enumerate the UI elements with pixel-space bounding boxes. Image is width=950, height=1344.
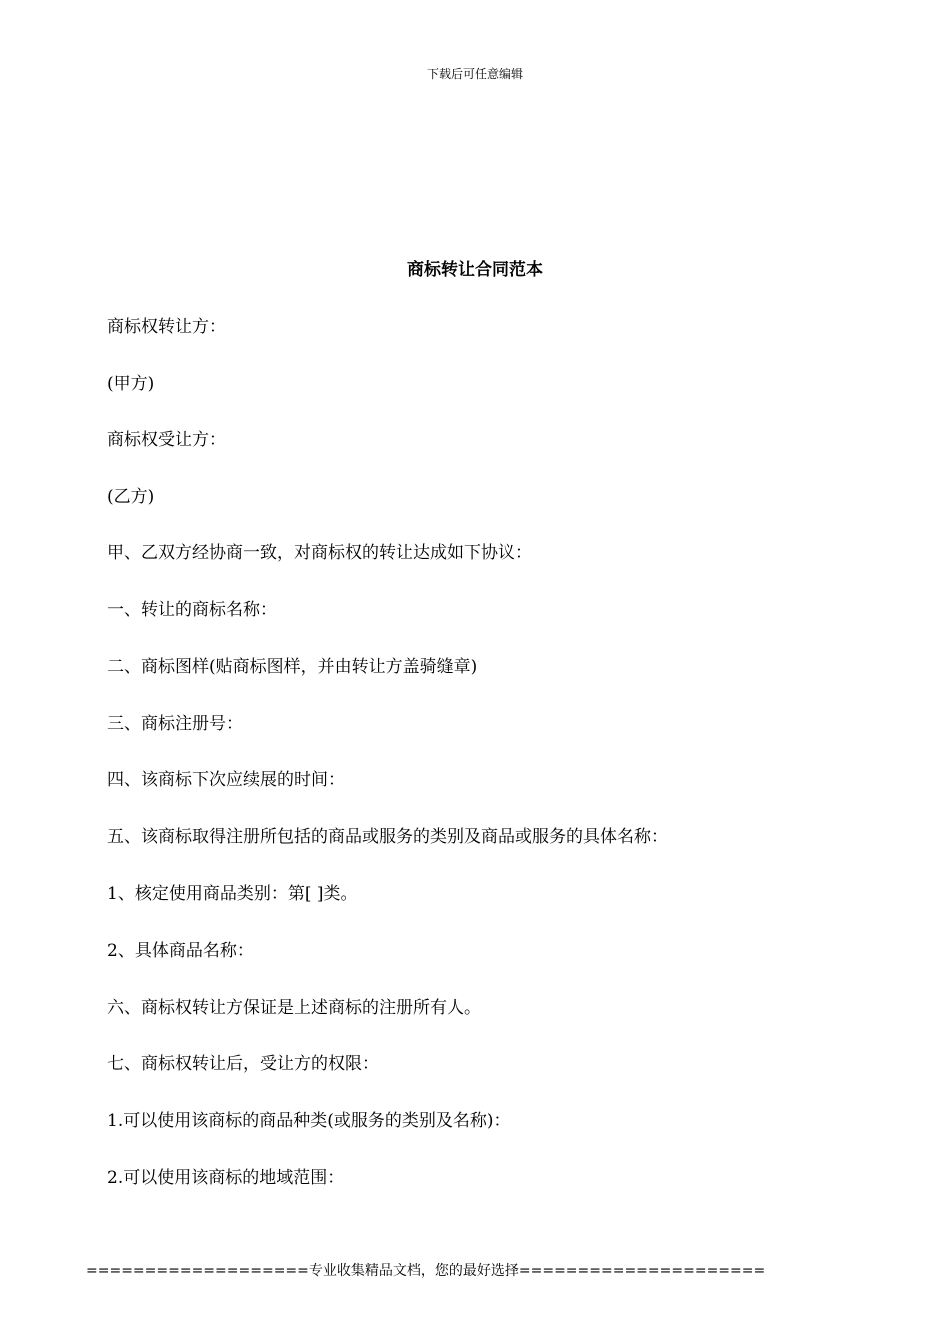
footer-banner: ===================专业收集精品文档，您的最好选择===================== xyxy=(86,1263,766,1279)
paragraph-transferee: 商标权受让方： xyxy=(107,430,226,450)
document-title: 商标转让合同范本 xyxy=(407,260,543,280)
paragraph-party-b: (乙方) xyxy=(107,487,155,507)
paragraph-transferor: 商标权转让方： xyxy=(107,317,226,337)
paragraph-clause-2: 二、商标图样(贴商标图样，并由转让方盖骑缝章) xyxy=(107,657,478,677)
paragraph-clause-7: 七、商标权转让后，受让方的权限： xyxy=(107,1054,379,1074)
paragraph-clause-7-item-1: 1.可以使用该商标的商品种类(或服务的类别及名称)： xyxy=(107,1111,511,1131)
paragraph-clause-4: 四、该商标下次应续展的时间： xyxy=(107,770,345,790)
paragraph-clause-5-item-1: 1、核定使用商品类别：第[ ]类。 xyxy=(107,884,358,904)
paragraph-agreement-intro: 甲、乙双方经协商一致，对商标权的转让达成如下协议： xyxy=(107,543,532,563)
paragraph-clause-5: 五、该商标取得注册所包括的商品或服务的类别及商品或服务的具体名称： xyxy=(107,827,668,847)
paragraph-clause-1: 一、转让的商标名称： xyxy=(107,600,277,620)
paragraph-clause-5-item-2: 2、具体商品名称： xyxy=(107,941,254,961)
paragraph-party-a: (甲方) xyxy=(107,374,155,394)
paragraph-clause-3: 三、商标注册号： xyxy=(107,714,243,734)
paragraph-clause-6: 六、商标权转让方保证是上述商标的注册所有人。 xyxy=(107,998,481,1018)
paragraph-clause-7-item-2: 2.可以使用该商标的地域范围： xyxy=(107,1168,345,1188)
header-note: 下载后可任意编辑 xyxy=(426,67,523,81)
